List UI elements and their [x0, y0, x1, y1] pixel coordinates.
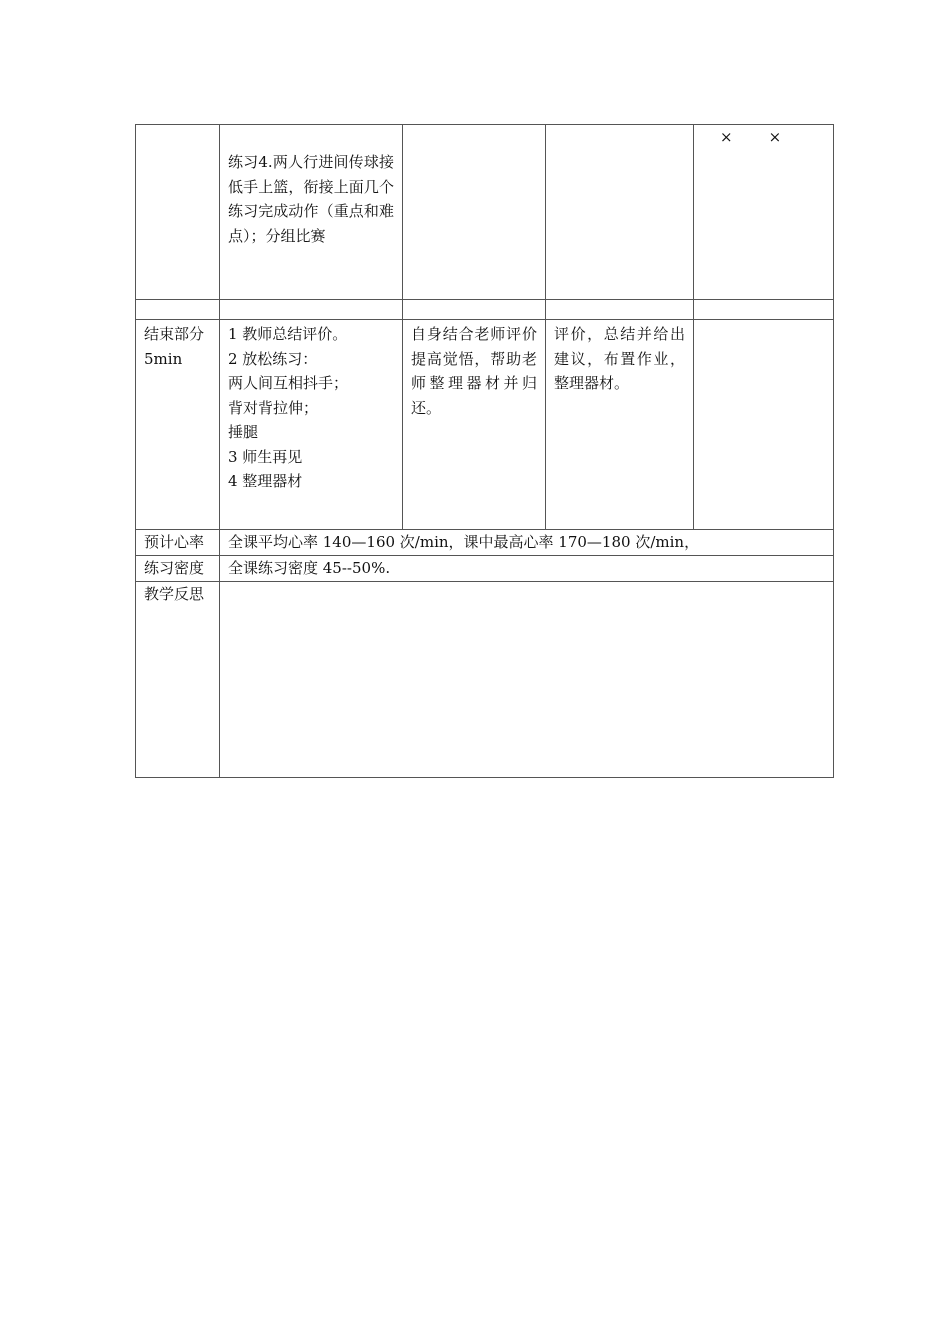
ending-student-activity: 自身结合老师评价提高觉悟，帮助老师整理器材并归还。 [411, 325, 537, 417]
ending-section-cell [136, 320, 220, 530]
reflection-label: 教学反思 [136, 582, 220, 778]
exercise-student-cell [403, 125, 546, 300]
ending-section-label: 结束部分 5min [144, 325, 205, 368]
exercise-teacher-cell [546, 125, 694, 300]
density-value: 全课练习密度 45--50%. [220, 556, 834, 582]
x-mark-2: × [768, 128, 782, 146]
reflection-value [220, 582, 834, 778]
ending-row [136, 320, 834, 530]
density-row [136, 556, 834, 582]
ending-teacher-cell [546, 320, 694, 530]
heart-rate-label: 预计心率 [136, 530, 220, 556]
ending-notes-cell [694, 320, 834, 530]
spacer-cell [136, 300, 220, 320]
heart-rate-value: 全课平均心率 140—160 次/min，课中最高心率 170—180 次/min， [220, 530, 834, 556]
exercise-content: 练习4.两人行进间传球接低手上篮，衔接上面几个练习完成动作（重点和难点）；分组比赛 [228, 153, 394, 245]
x-mark-1: × [720, 128, 733, 146]
exercise-section-cell [136, 125, 220, 300]
spacer-row [136, 300, 834, 320]
spacer-cell [220, 300, 403, 320]
lesson-plan-table [135, 124, 834, 778]
spacer-cell [694, 300, 834, 320]
ending-content: 1 教师总结评价。 2 放松练习： 两人间互相抖手； 背对背拉伸； 捶腿 3 师生再见 4 整理器材 [228, 325, 349, 490]
ending-content-cell [220, 320, 403, 530]
spacer-cell [546, 300, 694, 320]
exercise-row [136, 125, 834, 300]
heart-rate-row [136, 530, 834, 556]
exercise-notes-cell [694, 125, 834, 300]
exercise-content-cell [220, 125, 403, 300]
density-label: 练习密度 [136, 556, 220, 582]
ending-student-cell [403, 320, 546, 530]
ending-teacher-activity: 评价，总结并给出建议，布置作业，整理器材。 [554, 325, 685, 392]
reflection-row [136, 582, 834, 778]
spacer-cell [403, 300, 546, 320]
